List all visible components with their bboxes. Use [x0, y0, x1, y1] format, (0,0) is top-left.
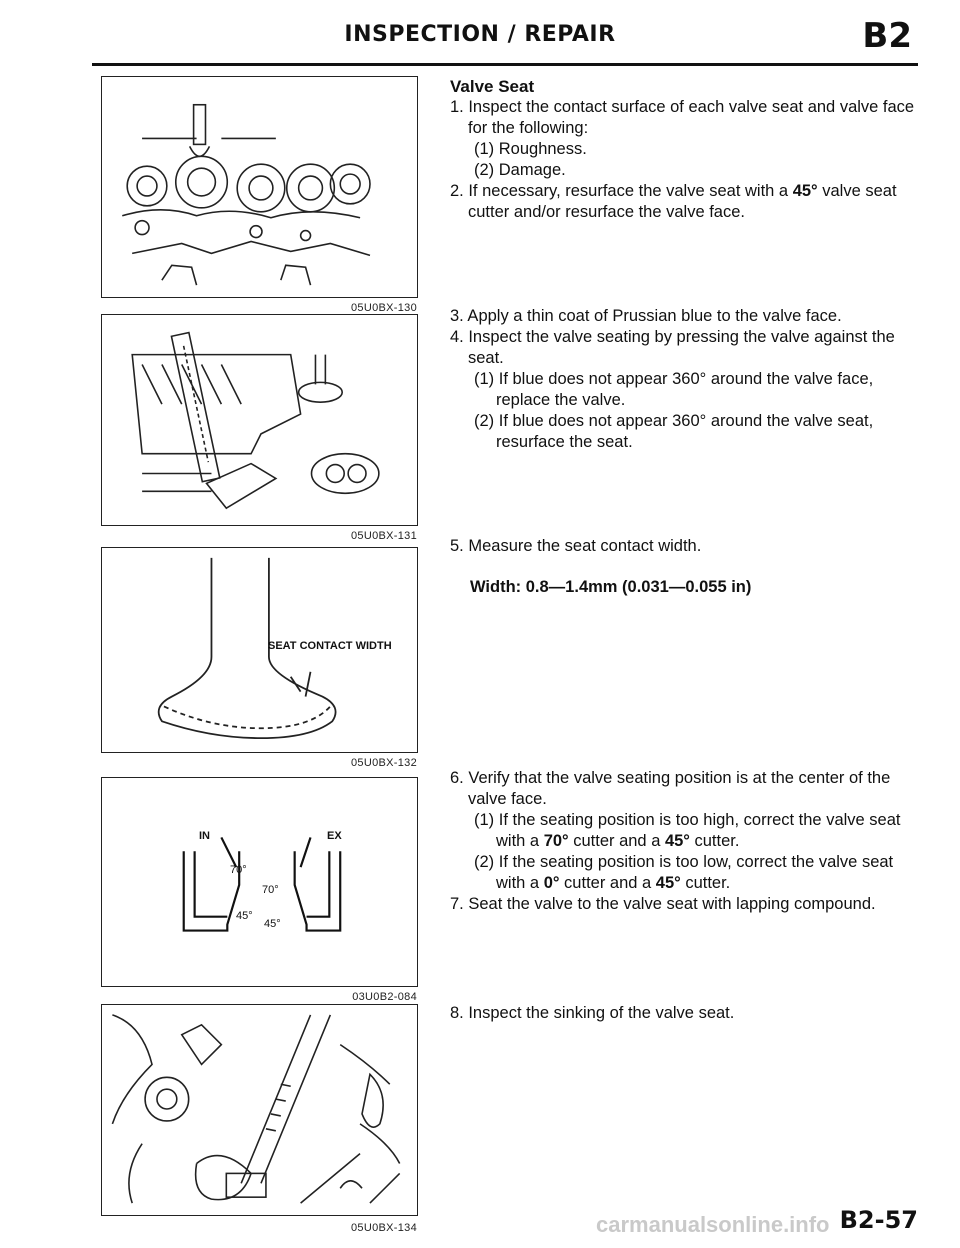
figure-seat-sinking: [101, 1004, 418, 1234]
figure-code: 05U0BX-132: [351, 757, 417, 769]
figure-valve-seat-section: [101, 314, 418, 542]
seat-sinking-drawing: [102, 1005, 417, 1215]
header-rule: [92, 63, 918, 66]
seat-contact-width-label: SEAT CONTACT WIDTH: [268, 640, 392, 652]
step-1: 1. Inspect the contact surface of each valve seat and valve face for the following:: [450, 98, 915, 137]
step-6: 6. Verify that the valve seating position is at the center of the valve face.: [450, 769, 891, 808]
step-4-item-1: (1) If blue does not appear 360° around the valve face, replace the valve.: [474, 370, 874, 409]
angle-70-intake: 70°: [230, 864, 247, 876]
valve-seat-steps-1-2: [450, 76, 920, 223]
seat-angles-drawing: [102, 778, 417, 986]
seat-width-spec: Width: 0.8—1.4mm (0.031—0.055 in): [470, 578, 752, 596]
step-6-item-1: (1) If the seating position is too high, correct the valve seat with a 70° cutter and a 45° cutter.: [474, 811, 901, 850]
section-heading: Valve Seat: [450, 77, 535, 96]
step-4: 4. Inspect the valve seating by pressing the valve against the seat.: [450, 328, 895, 367]
valve-seat-section-drawing: [102, 315, 417, 525]
figure-code: 05U0BX-134: [351, 1222, 417, 1234]
step-3: 3. Apply a thin coat of Prussian blue to the valve face.: [450, 307, 842, 325]
watermark: carmanualsonline.info: [596, 1212, 830, 1237]
figure-cylinder-head: [101, 76, 418, 314]
valve-seat-steps-3-4: [450, 306, 920, 453]
figure-seat-angles: [101, 777, 418, 1003]
page-number: B2-57: [839, 1206, 918, 1234]
cylinder-head-drawing: [102, 77, 417, 297]
angle-45-exhaust: 45°: [264, 918, 281, 930]
step-2: 2. If necessary, resurface the valve seat with a 45° valve seat cutter and/or resurface the valve face.: [450, 182, 897, 221]
valve-seat-step-8: [450, 1003, 920, 1024]
step-4-item-2: (2) If blue does not appear 360° around the valve seat, resurface the seat.: [474, 412, 874, 451]
step-6-item-2: (2) If the seating position is too low, correct the valve seat with a 0° cutter and a 45° cutter.: [474, 853, 894, 892]
figure-code: 03U0B2-084: [352, 991, 417, 1003]
step-7: 7. Seat the valve to the valve seat with lapping compound.: [450, 895, 876, 913]
angle-70-exhaust: 70°: [262, 884, 279, 896]
section-code: B2: [862, 16, 912, 56]
exhaust-label: EX: [327, 830, 342, 842]
angle-45-intake: 45°: [236, 910, 253, 922]
step-1-item-1: (1) Roughness.: [474, 140, 587, 158]
step-5: 5. Measure the seat contact width.: [450, 537, 702, 555]
figure-code: 05U0BX-130: [351, 302, 417, 314]
intake-label: IN: [199, 830, 210, 842]
valve-seat-steps-6-7: [450, 768, 920, 915]
valve-seat-step-5: [450, 536, 920, 598]
figure-code: 05U0BX-131: [351, 530, 417, 542]
step-8: 8. Inspect the sinking of the valve seat.: [450, 1004, 735, 1022]
page-title: INSPECTION / REPAIR: [344, 22, 616, 47]
figure-seat-contact-width: [101, 547, 418, 769]
step-1-item-2: (2) Damage.: [474, 161, 566, 179]
